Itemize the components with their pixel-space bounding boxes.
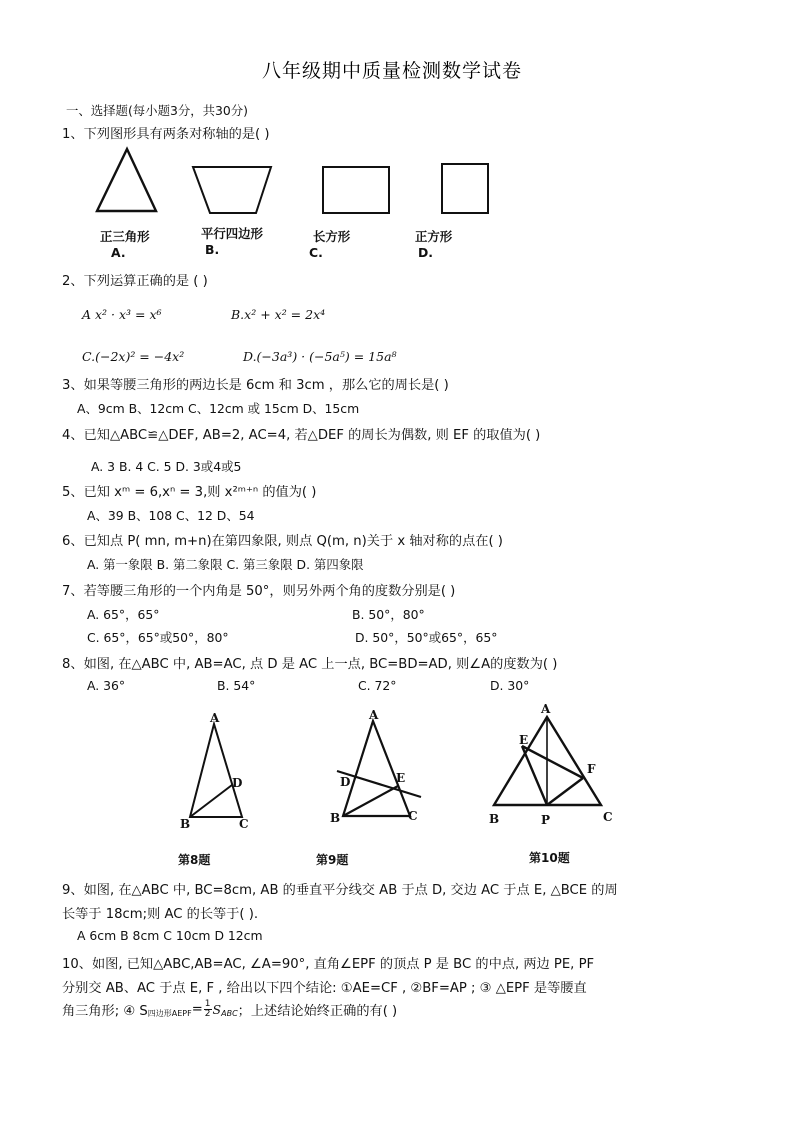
fig10-label-p: P bbox=[541, 813, 551, 827]
q10-line3-s: S bbox=[212, 1002, 222, 1017]
fig8-label-a: A bbox=[210, 711, 220, 725]
q1-shape-name-c: 长方形 bbox=[313, 229, 351, 244]
question-6-stem: 6、已知点 P( mn, m+n)在第四象限, 则点 Q(m, n)关于 x 轴对称的点在( ) bbox=[62, 534, 503, 549]
fig10-label-c: C bbox=[603, 810, 613, 824]
q10-fraction-denominator: 2 bbox=[204, 1009, 211, 1019]
question-9-line-1: 9、如图, 在△ABC 中, BC=8cm, AB 的垂直平分线交 AB 于点 D, 交边 AC 于点 E, △BCE 的周 bbox=[62, 883, 618, 898]
q7-option-c: C. 65°，65°或50°，80° bbox=[87, 630, 229, 645]
fig9-label-a: A bbox=[369, 708, 379, 722]
q1-shape-name-a: 正三角形 bbox=[100, 229, 150, 244]
q10-fraction-numerator: 1 bbox=[204, 999, 211, 1009]
q8-option-a: A. 36° bbox=[87, 678, 126, 693]
q7-option-b: B. 50°，80° bbox=[352, 607, 425, 622]
q6-options: A. 第一象限 B. 第二象限 C. 第三象限 D. 第四象限 bbox=[87, 557, 364, 572]
q10-line3-mid: = bbox=[191, 1002, 203, 1017]
q7-option-d: D. 50°，50°或65°，65° bbox=[355, 630, 498, 645]
question-4-stem: 4、已知△ABC≌△DEF, AB=2, AC=4, 若△DEF 的周长为偶数, 则 EF 的取值为( ) bbox=[62, 428, 541, 443]
q2-option-d: D.(−3a³) · (−5a⁵) = 15a⁸ bbox=[243, 349, 397, 364]
question-7-stem: 7、若等腰三角形的一个内角是 50°，则另外两个角的度数分别是( ) bbox=[62, 584, 456, 599]
q1-letter-b: B. bbox=[205, 242, 220, 257]
q3-options: A、9cm B、12cm C、12cm 或 15cm D、15cm bbox=[77, 401, 360, 416]
question-10-line-2: 分别交 AB、AC 于点 E, F , 给出以下四个结论: ①AE=CF , ②BF=AP ; ③ △EPF 是等腰直 bbox=[62, 981, 587, 996]
q9-options: A 6cm B 8cm C 10cm D 12cm bbox=[77, 928, 263, 943]
fig9-label-b: B bbox=[330, 811, 341, 825]
fig9-label-c: C bbox=[408, 809, 418, 823]
q4-options: A. 3 B. 4 C. 5 D. 3或4或5 bbox=[91, 459, 242, 474]
square-shape bbox=[442, 164, 488, 213]
q8-option-b: B. 54° bbox=[217, 678, 256, 693]
question-9-line-2: 长等于 18cm;则 AC 的长等于( ). bbox=[62, 907, 259, 922]
q8-option-d: D. 30° bbox=[490, 678, 530, 693]
question-2-stem: 2、下列运算正确的是 ( ) bbox=[62, 274, 208, 289]
q2-option-b: B.x² + x² = 2x⁴ bbox=[231, 307, 326, 322]
section-heading: 一、选择题(每小题3分，共30分) bbox=[66, 103, 249, 118]
fig10-label-f: F bbox=[587, 762, 596, 776]
q10-line3-sub: 四边形AEPF bbox=[147, 1009, 192, 1018]
q1-letter-a: A. bbox=[111, 245, 126, 260]
fig9-label-e: E bbox=[396, 771, 406, 785]
question-3-stem: 3、如果等腰三角形的两边长是 6cm 和 3cm ，那么它的周长是( ) bbox=[62, 378, 449, 393]
q8-option-c: C. 72° bbox=[358, 678, 397, 693]
question-10-line-3 bbox=[62, 1000, 397, 1019]
figure-10 bbox=[0, 700, 793, 880]
equilateral-triangle-shape bbox=[97, 149, 156, 211]
fig10-label-b: B bbox=[489, 812, 500, 826]
question-1-stem: 1、下列图形具有两条对称轴的是( ) bbox=[62, 127, 270, 142]
fig8-label-b: B bbox=[180, 817, 191, 831]
q1-shapes bbox=[0, 145, 793, 225]
q7-option-a: A. 65°，65° bbox=[87, 607, 160, 622]
fig10-label-e: E bbox=[519, 733, 529, 747]
q10-line3-post: ；上述结论始终正确的有( ) bbox=[237, 1004, 398, 1019]
q2-option-c: C.(−2x)² = −4x² bbox=[82, 349, 185, 364]
q10-line3-pre: 角三角形; ④ S bbox=[62, 1004, 148, 1019]
q1-shape-name-b: 平行四边形 bbox=[201, 226, 263, 241]
fig9-caption: 第9题 bbox=[316, 853, 349, 867]
fig10-caption: 第10题 bbox=[529, 851, 570, 865]
fig8-caption: 第8题 bbox=[178, 853, 211, 867]
q5-options: A、39 B、108 C、12 D、54 bbox=[87, 508, 255, 523]
q1-letter-d: D. bbox=[418, 245, 433, 260]
parallelogram-shape bbox=[193, 167, 271, 213]
question-10-line-1: 10、如图, 已知△ABC,AB=AC, ∠A=90°, 直角∠EPF 的顶点 P 是 BC 的中点, 两边 PE, PF bbox=[62, 957, 595, 972]
fig8-label-c: C bbox=[239, 817, 249, 831]
fig10-label-a: A bbox=[541, 702, 551, 716]
question-5-stem: 5、已知 xᵐ = 6,xⁿ = 3,则 x²ᵐ⁺ⁿ 的值为( ) bbox=[62, 485, 317, 500]
page-title: 八年级期中质量检测数学试卷 bbox=[262, 60, 523, 82]
q10-line3-sub2: ABC bbox=[221, 1009, 238, 1018]
fig8-label-d: D bbox=[232, 776, 243, 790]
fig9-label-d: D bbox=[340, 775, 351, 789]
q10-fraction bbox=[204, 1000, 212, 1019]
q1-shape-name-d: 正方形 bbox=[415, 229, 453, 244]
question-8-stem: 8、如图, 在△ABC 中, AB=AC, 点 D 是 AC 上一点, BC=BD=AD, 则∠A的度数为( ) bbox=[62, 657, 558, 672]
q1-letter-c: C. bbox=[309, 245, 323, 260]
q2-option-a: A x² · x³ = x⁶ bbox=[82, 307, 162, 322]
rectangle-shape bbox=[323, 167, 389, 213]
